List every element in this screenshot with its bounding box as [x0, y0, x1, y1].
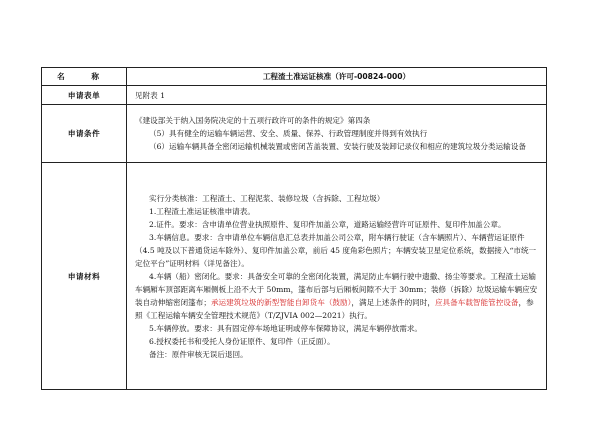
condition-line: 《建设部关于纳入国务院决定的十五项行政许可的条件的规定》第四条 — [135, 116, 371, 125]
materials-paragraph: 3.车辆信息。要求：含申请单位车辆信息汇总表并加盖公司公章，附车辆行驶证（含车辆照片）、车辆营运证原件（4.5 吨及以下普通货运车除外）、复印件加盖公章，前后 45 度角彩色照片；车辆安装卫星定位系统，数据接入“市统一定位平台”证明材料（详见备注）。 — [135, 232, 537, 268]
materials-paragraph — [135, 270, 538, 322]
row-label-conditions: 申请条件 — [42, 105, 127, 163]
materials-paragraph: 1.工程渣土准运证核准申请表。 — [149, 206, 255, 216]
condition-line: （5）具有健全的运输车辆运营、安全、质量、保养、行政管理制度并得到有效执行 — [149, 129, 428, 138]
conditions-content — [127, 105, 547, 163]
table-row-materials — [42, 163, 547, 390]
materials-paragraph: 实行分类核准：工程渣土、工程泥浆、装修垃圾（含拆除、工程垃圾） — [149, 193, 385, 203]
highlight-text: 应具备车载智能管控设备 — [434, 297, 519, 307]
materials-content — [127, 163, 547, 390]
materials-paragraph: 备注：原件审核无误后退回。 — [149, 349, 248, 359]
form-reference: 见附表 1 — [127, 86, 547, 105]
permit-info-table — [41, 67, 547, 390]
materials-text: ，满足上述条件的同时， — [351, 297, 435, 307]
condition-line: （6）运输车辆具备全密闭运输机械装置或密闭苫盖装置、安装行驶及装卸记录仪和相应的建筑垃圾分类运输设备 — [149, 142, 526, 151]
row-label-name-text: 名 称 — [57, 72, 111, 81]
materials-text: ，参照《工程运输车辆安全管理技术规范》（T/ZJVIA 002—2021）执行。 — [135, 297, 534, 320]
table-row-conditions — [42, 105, 547, 163]
table-row-name — [42, 68, 547, 86]
permit-title: 工程渣土准运证核准（许可-00824-000） — [127, 68, 547, 86]
row-label-name — [42, 68, 127, 86]
highlight-text: 承运建筑垃圾的新型智能自卸货车（鼓励） — [210, 297, 352, 307]
materials-paragraph: 5.车辆停放。要求：具有固定停车场地证明或停车保障协议，满足车辆停放需求。 — [149, 323, 423, 333]
table-row-form — [42, 86, 547, 105]
materials-text: 4.车辆（船）密闭化。要求：具备安全可靠的全密闭化装置，满足防止车辆行驶中遗撒、扬尘等要求。工程渣土运输车辆厢车顶部距离车厢侧板上沿不大于 50mm，篷布后部与后厢板间隙不大于 30mm；装修（拆除）垃圾运输车辆应安装自动伸缩密闭篷布； — [135, 271, 538, 307]
row-label-form: 申请表单 — [42, 86, 127, 105]
row-label-materials: 申请材料 — [42, 163, 127, 390]
materials-paragraph: 6.授权委托书和受托人身份证原件、复印件（正反面）。 — [149, 336, 335, 346]
materials-paragraph: 2.证件。要求：含申请单位营业执照原件、复印件加盖公章，道路运输经营许可证原件、复印件加盖公章。 — [149, 219, 506, 229]
